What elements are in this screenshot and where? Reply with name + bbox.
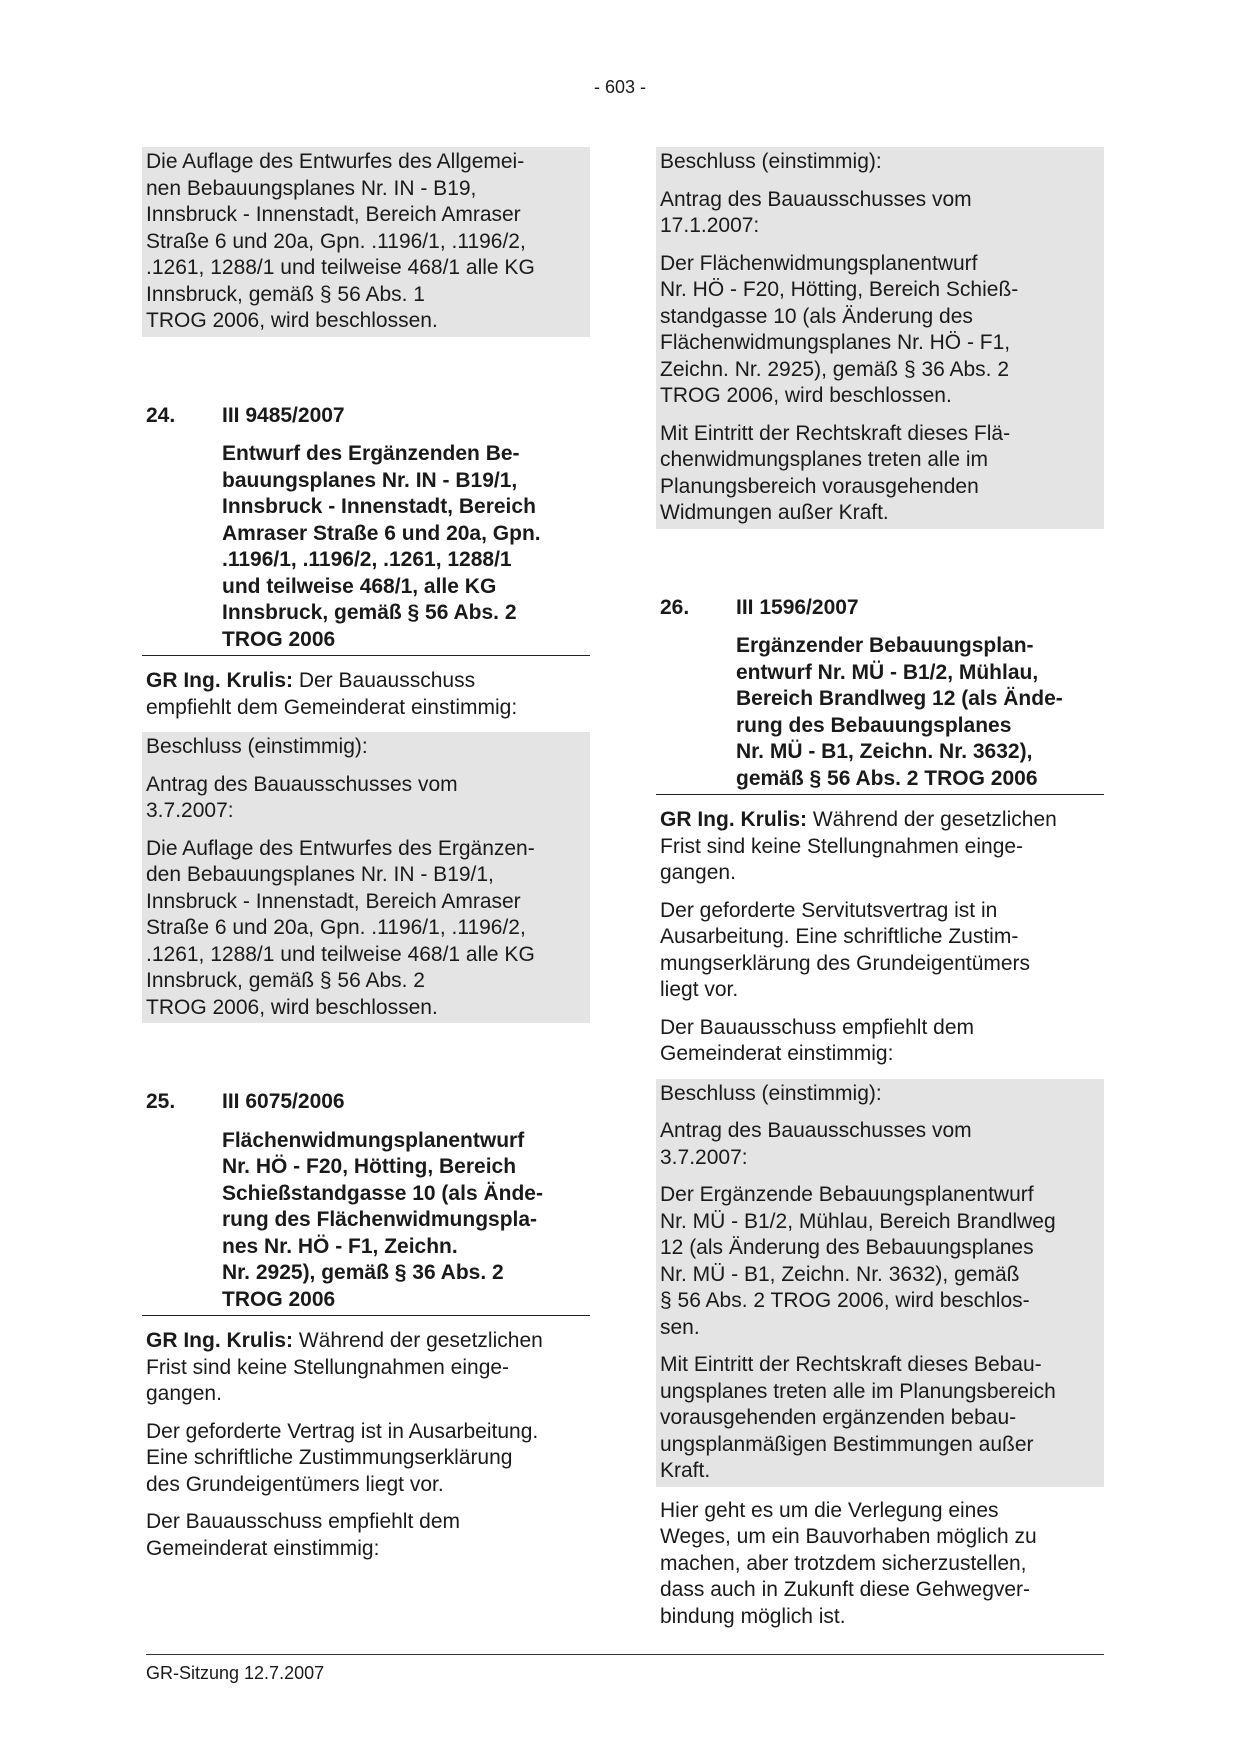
text-line: gangen. bbox=[660, 861, 736, 884]
paragraph-recommendation bbox=[660, 1015, 1104, 1068]
text-line: Antrag des Bauausschusses vom bbox=[660, 187, 972, 211]
text-line: Innsbruck - Innenstadt, Bereich Amraser bbox=[146, 203, 521, 226]
text-line: Nr. 2925), gemäß § 36 Abs. 2 bbox=[222, 1261, 504, 1284]
text-line: TROG 2006 bbox=[222, 1287, 336, 1311]
text-line: Innsbruck, gemäß § 56 Abs. 2 bbox=[146, 969, 425, 992]
text-line: Frist sind keine Stellungnahmen einge- bbox=[146, 1355, 510, 1379]
text-line: Antrag des Bauausschusses vom bbox=[146, 772, 458, 796]
decision-text bbox=[660, 251, 1100, 410]
text-line: .1196/1, .1196/2, .1261, 1288/1 bbox=[222, 548, 512, 571]
footer-divider bbox=[146, 1654, 1104, 1655]
text-line: Innsbruck, gemäß § 56 Abs. 2 bbox=[222, 601, 517, 624]
text-line: gangen. bbox=[146, 1382, 222, 1405]
speech-text-line2: empfiehlt dem Gemeinderat einstimmig: bbox=[146, 695, 518, 719]
text-line: Der Flächenwidmungsplanentwurf bbox=[660, 251, 978, 275]
text-line: § 56 Abs. 2 TROG 2006, wird beschlos- bbox=[660, 1289, 1030, 1312]
text-line: nes Nr. HÖ - F1, Zeichn. bbox=[222, 1234, 458, 1258]
agenda-item-24-heading bbox=[146, 403, 590, 430]
text-line: Innsbruck, gemäß § 56 Abs. 1 bbox=[146, 282, 425, 306]
text-line: Innsbruck - Innenstadt, Bereich bbox=[222, 495, 536, 518]
agenda-item-26-title bbox=[656, 633, 1104, 795]
agenda-item-24-title bbox=[142, 441, 590, 656]
decision-label: Beschluss (einstimmig): bbox=[660, 1081, 882, 1105]
text-line: Ergänzender Bebauungsplan- bbox=[736, 634, 1034, 657]
text-line: Bereich Brandlweg 12 (als Ände- bbox=[736, 687, 1063, 710]
text-line: des Grundeigentümers liegt vor. bbox=[146, 1472, 444, 1496]
text-line: chenwidmungsplanes treten alle im bbox=[660, 448, 989, 471]
text-line: gemäß § 56 Abs. 2 TROG 2006 bbox=[736, 766, 1038, 790]
text-line: Amraser Straße 6 und 20a, Gpn. bbox=[222, 521, 541, 545]
speech-text-rest bbox=[146, 1355, 590, 1408]
paragraph-contract bbox=[660, 898, 1104, 1004]
text-line: Ausarbeitung. Eine schriftliche Zustim- bbox=[660, 925, 1019, 948]
text-line: 12 (als Änderung des Bebauungsplanes bbox=[660, 1236, 1034, 1259]
decision-box-24 bbox=[142, 732, 590, 1023]
speech-text-rest bbox=[660, 834, 1104, 887]
text-line: TROG 2006, wird beschlossen. bbox=[146, 309, 438, 332]
text-line: TROG 2006, wird beschlossen. bbox=[146, 995, 438, 1019]
effect-text bbox=[660, 421, 1100, 527]
agenda-item-number: 26. bbox=[660, 595, 690, 619]
intro-decision-box bbox=[142, 147, 590, 337]
agenda-item-24 bbox=[146, 403, 590, 1024]
agenda-item-number: 24. bbox=[146, 403, 176, 427]
motion-text bbox=[660, 187, 1100, 240]
text-line: ungsplanes treten alle im Planungsbereich bbox=[660, 1379, 1056, 1403]
speaker-name: GR Ing. Krulis: bbox=[146, 669, 293, 692]
text-line: Die Auflage des Entwurfes des Ergänzen- bbox=[146, 836, 535, 860]
text-line: Flächenwidmungsplanes Nr. HÖ - F1, bbox=[660, 331, 1011, 354]
text-line: Gemeinderat einstimmig: bbox=[146, 1536, 380, 1560]
text-line: entwurf Nr. MÜ - B1/2, Mühlau, bbox=[736, 660, 1039, 684]
text-line: Planungsbereich vorausgehenden bbox=[660, 474, 979, 498]
motion-text bbox=[660, 1118, 1100, 1171]
text-line: 17.1.2007: bbox=[660, 214, 760, 237]
motion-text bbox=[146, 772, 586, 825]
agenda-item-25 bbox=[146, 1089, 590, 1562]
agenda-item-ref: III 9485/2007 bbox=[222, 403, 345, 427]
text-line: bindung möglich ist. bbox=[660, 1604, 846, 1628]
agenda-item-number: 25. bbox=[146, 1090, 176, 1113]
agenda-item-ref: III 6075/2006 bbox=[222, 1090, 345, 1113]
text-line: rung des Bebauungsplanes bbox=[736, 713, 1012, 737]
text-line: Mit Eintritt der Rechtskraft dieses Flä- bbox=[660, 421, 1011, 445]
text-line: ungsplanmäßigen Bestimmungen außer bbox=[660, 1432, 1034, 1456]
text-line: liegt vor. bbox=[660, 978, 739, 1001]
text-line: Nr. MÜ - B1, Zeichn. Nr. 3632), bbox=[736, 740, 1033, 763]
page-number: - 603 - bbox=[593, 77, 647, 97]
text-line: 3.7.2007: bbox=[660, 1145, 748, 1169]
paragraph-contract bbox=[146, 1419, 590, 1499]
speaker-statement bbox=[660, 807, 1104, 887]
speaker-name: GR Ing. Krulis: bbox=[660, 808, 807, 831]
text-line: standgasse 10 (als Änderung des bbox=[660, 304, 973, 328]
agenda-item-25-heading bbox=[146, 1089, 590, 1116]
text-line: Zeichn. Nr. 2925), gemäß § 36 Abs. 2 bbox=[660, 357, 1010, 381]
speaker-statement bbox=[146, 668, 590, 721]
text-line: und teilweise 468/1, alle KG bbox=[222, 574, 497, 598]
effect-text bbox=[660, 1352, 1100, 1485]
text-line: Innsbruck - Innenstadt, Bereich Amraser bbox=[146, 889, 521, 913]
text-line: Straße 6 und 20a, Gpn. .1196/1, .1196/2, bbox=[146, 916, 526, 939]
agenda-item-25-title bbox=[142, 1128, 590, 1317]
decision-box-26 bbox=[656, 1079, 1104, 1487]
decision-label: Beschluss (einstimmig): bbox=[660, 150, 882, 173]
text-line: Nr. HÖ - F20, Hötting, Bereich bbox=[222, 1155, 517, 1178]
text-line: Entwurf des Ergänzenden Be- bbox=[222, 442, 520, 465]
decision-box-25 bbox=[656, 147, 1104, 529]
text-line: machen, aber trotzdem sicherzustellen, bbox=[660, 1551, 1027, 1575]
closing-paragraph bbox=[660, 1498, 1104, 1631]
agenda-item-26-heading bbox=[660, 595, 1104, 622]
speech-text: Der Bauausschuss bbox=[293, 669, 476, 692]
text-line: Nr. MÜ - B1, Zeichn. Nr. 3632), gemäß bbox=[660, 1262, 1020, 1286]
text-line: Der geforderte Vertrag ist in Ausarbeitung. bbox=[146, 1419, 539, 1443]
text-line: nen Bebauungsplanes Nr. IN - B19, bbox=[146, 176, 477, 200]
text-line: Widmungen außer Kraft. bbox=[660, 501, 889, 524]
text-line: Der Ergänzende Bebauungsplanentwurf bbox=[660, 1183, 1034, 1206]
text-line: rung des Flächenwidmungspla- bbox=[222, 1208, 538, 1231]
text-line: Mit Eintritt der Rechtskraft dieses Bebau- bbox=[660, 1353, 1042, 1376]
text-line: Der Bauausschuss empfiehlt dem bbox=[660, 1015, 974, 1039]
text-line: Nr. HÖ - F20, Hötting, Bereich Schieß- bbox=[660, 278, 1019, 301]
text-line: Hier geht es um die Verlegung eines bbox=[660, 1498, 999, 1522]
text-line: Die Auflage des Entwurfes des Allgemei- bbox=[146, 150, 525, 173]
agenda-item-26 bbox=[660, 595, 1104, 1631]
text-line: Straße 6 und 20a, Gpn. .1196/1, .1196/2, bbox=[146, 229, 526, 253]
agenda-item-ref: III 1596/2007 bbox=[736, 595, 859, 619]
text-line: Der geforderte Servitutsvertrag ist in bbox=[660, 898, 998, 922]
speech-text: Während der gesetzlichen bbox=[293, 1329, 543, 1352]
text-line: Schießstandgasse 10 (als Ände- bbox=[222, 1181, 543, 1205]
text-line: den Bebauungsplanes Nr. IN - B19/1, bbox=[146, 863, 494, 886]
speech-text: Während der gesetzlichen bbox=[807, 808, 1057, 831]
decision-text bbox=[146, 836, 586, 1022]
text-line: vorausgehenden ergänzenden bebau- bbox=[660, 1406, 1017, 1429]
text-line: Kraft. bbox=[660, 1459, 711, 1482]
intro-decision-text bbox=[146, 149, 586, 335]
text-line: Frist sind keine Stellungnahmen einge- bbox=[660, 834, 1024, 858]
text-line: Eine schriftliche Zustimmungserklärung bbox=[146, 1446, 513, 1469]
text-line: Der Bauausschuss empfiehlt dem bbox=[146, 1510, 460, 1533]
footer-text: GR-Sitzung 12.7.2007 bbox=[146, 1663, 325, 1683]
text-line: Flächenwidmungsplanentwurf bbox=[222, 1128, 525, 1152]
text-line: .1261, 1288/1 und teilweise 468/1 alle KG bbox=[146, 256, 535, 279]
paragraph-recommendation bbox=[146, 1509, 590, 1562]
text-line: sen. bbox=[660, 1315, 700, 1339]
text-line: Weges, um ein Bauvorhaben möglich zu bbox=[660, 1525, 1037, 1548]
text-line: TROG 2006, wird beschlossen. bbox=[660, 384, 952, 407]
text-line: dass auch in Zukunft diese Gehwegver- bbox=[660, 1578, 1031, 1601]
text-line: Antrag des Bauausschusses vom bbox=[660, 1119, 972, 1142]
right-column bbox=[660, 147, 1104, 1630]
left-column bbox=[146, 147, 590, 1562]
text-line: TROG 2006 bbox=[222, 627, 336, 651]
text-line: 3.7.2007: bbox=[146, 799, 234, 822]
text-line: bauungsplanes Nr. IN - B19/1, bbox=[222, 468, 518, 492]
speaker-statement bbox=[146, 1328, 590, 1408]
decision-label: Beschluss (einstimmig): bbox=[146, 735, 368, 758]
text-line: Gemeinderat einstimmig: bbox=[660, 1042, 894, 1065]
text-line: Nr. MÜ - B1/2, Mühlau, Bereich Brandlweg bbox=[660, 1209, 1056, 1233]
text-line: mungserklärung des Grundeigentümers bbox=[660, 951, 1031, 975]
decision-text bbox=[660, 1182, 1100, 1341]
text-line: .1261, 1288/1 und teilweise 468/1 alle KG bbox=[146, 942, 535, 966]
speaker-name: GR Ing. Krulis: bbox=[146, 1329, 293, 1352]
